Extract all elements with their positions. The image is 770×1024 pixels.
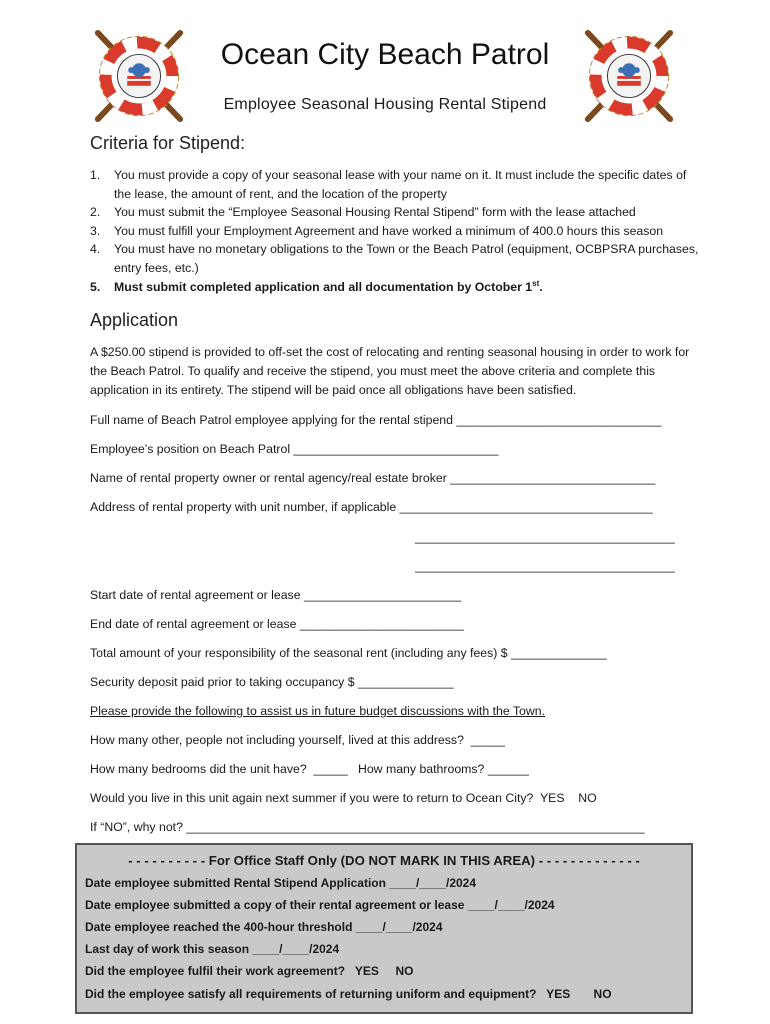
criteria-list bbox=[90, 166, 700, 296]
office-row: Date employee reached the 400-hour threshold ____/____/2024 bbox=[85, 920, 443, 934]
position-field[interactable]: Employee’s position on Beach Patrol ______________________________ bbox=[90, 442, 499, 456]
office-row: Did the employee satisfy all requirements of returning uniform and equipment? YES NO bbox=[85, 987, 612, 1001]
total-amount-field[interactable]: Total amount of your responsibility of the seasonal rent (including any fees) $ ______________ bbox=[90, 646, 607, 660]
address-line-2[interactable]: ______________________________________ bbox=[415, 530, 675, 544]
others-question[interactable]: How many other, people not including yourself, lived at this address? _____ bbox=[90, 733, 505, 747]
if-no-field[interactable]: If “NO”, why not? ___________________________________________________________________ bbox=[90, 820, 645, 834]
rooms-question[interactable]: How many bedrooms did the unit have? _____ How many bathrooms? ______ bbox=[90, 762, 529, 776]
page-title: Ocean City Beach Patrol bbox=[220, 38, 550, 71]
office-row: Date employee submitted Rental Stipend Application ____/____/2024 bbox=[85, 876, 477, 890]
office-row: Last day of work this season ____/____/2024 bbox=[85, 942, 340, 956]
office-use-box bbox=[75, 843, 693, 1014]
criteria-heading: Criteria for Stipend: bbox=[90, 133, 246, 153]
application-heading: Application bbox=[90, 310, 179, 330]
start-date-field[interactable]: Start date of rental agreement or lease _______________________ bbox=[90, 588, 462, 602]
office-header: - - - - - - - - - - For Office Staff Only (DO NOT MARK IN THIS AREA) - - - - - - - - - - - - - bbox=[128, 853, 640, 868]
criteria-item-deadline: 5. Must submit completed application and all documentation by October 1st. bbox=[90, 278, 543, 294]
criteria-item: 1. You must provide a copy of your seasonal lease with your name on it. It must include the specific dates of the lease, the amount of rent, and the location of the property bbox=[90, 168, 687, 201]
criteria-item: 3. You must fulfill your Employment Agreement and have worked a minimum of 400.0 hours this season bbox=[90, 223, 664, 238]
budget-note: Please provide the following to assist us in future budget discussions with the Town. bbox=[90, 704, 546, 718]
office-row: Did the employee fulfil their work agreement? YES NO bbox=[85, 964, 414, 978]
live-again-question[interactable]: Would you live in this unit again next summer if you were to return to Ocean City? YES NO bbox=[90, 791, 597, 805]
end-date-field[interactable]: End date of rental agreement or lease ________________________ bbox=[90, 617, 464, 631]
deposit-field[interactable]: Security deposit paid prior to taking occupancy $ ______________ bbox=[90, 675, 454, 689]
office-row: Date employee submitted a copy of their rental agreement or lease ____/____/2024 bbox=[85, 898, 555, 912]
page-subtitle: Employee Seasonal Housing Rental Stipend bbox=[223, 96, 547, 113]
owner-field[interactable]: Name of rental property owner or rental agency/real estate broker ______________________________ bbox=[90, 471, 656, 485]
full-name-field[interactable]: Full name of Beach Patrol employee applying for the rental stipend ______________________________ bbox=[90, 413, 662, 427]
address-field[interactable]: Address of rental property with unit number, if applicable _____________________________________ bbox=[90, 500, 653, 514]
criteria-item: 2. You must submit the “Employee Seasonal Housing Rental Stipend” form with the lease attached bbox=[90, 205, 636, 220]
address-line-3[interactable]: ______________________________________ bbox=[415, 559, 675, 573]
application-intro: A $250.00 stipend is provided to off-set the cost of relocating and renting seasonal housing in order to work for the Beach Patrol. To qualify and receive the stipend, you must meet the above criteria and complete this application in its entirety. The stipend will be paid once all obligations have been satisfied. bbox=[90, 345, 690, 397]
criteria-item: 4. You must have no monetary obligations to the Town or the Beach Patrol (equipment, OCBPSRA purchases, entry fees, etc.) bbox=[90, 242, 699, 275]
